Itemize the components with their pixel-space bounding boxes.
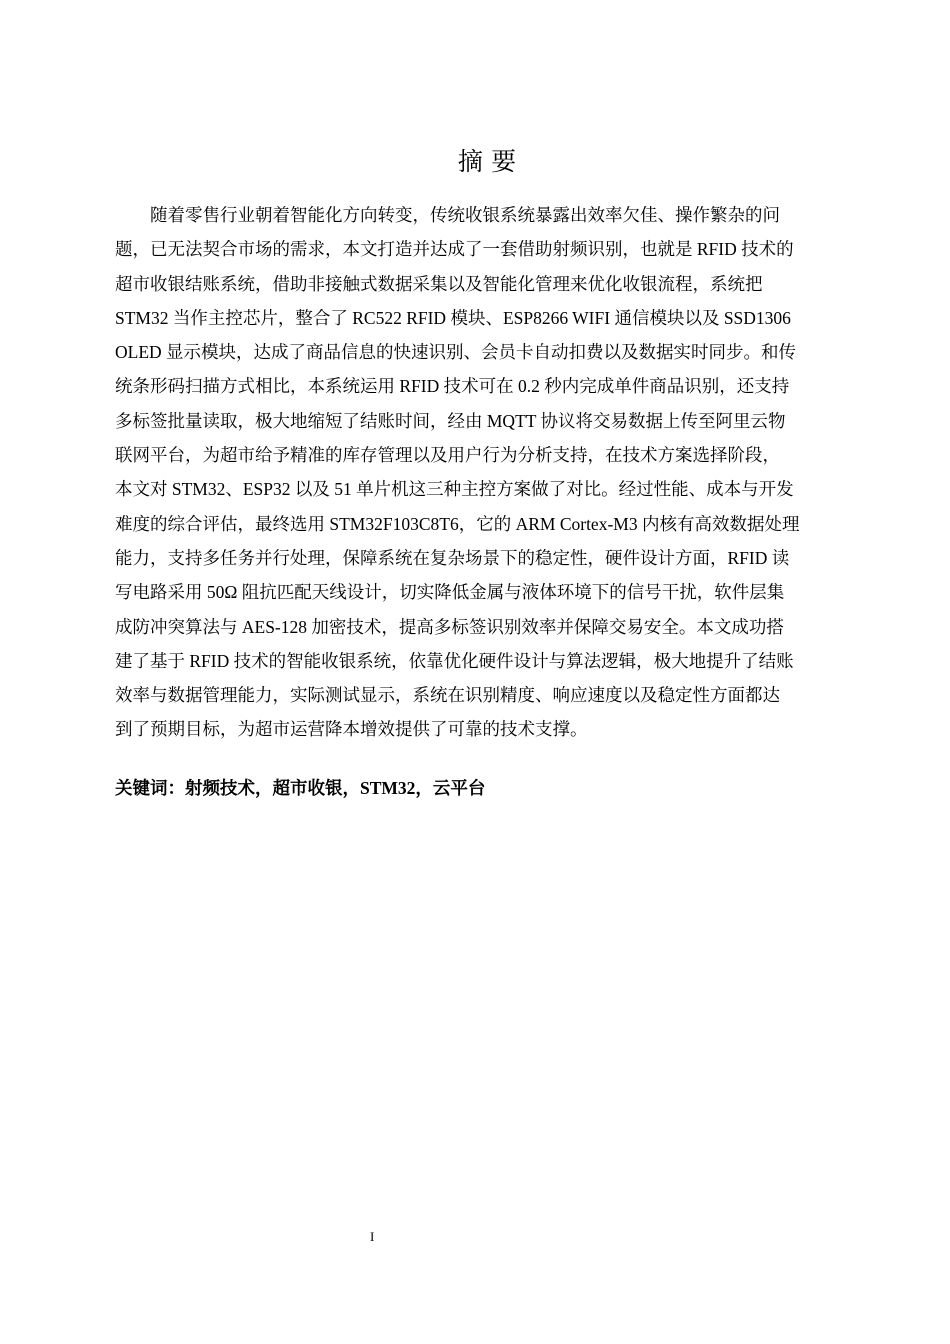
abstract-line: 超市收银结账系统，借助非接触式数据采集以及智能化管理来优化收银流程，系统把 [115, 273, 763, 294]
abstract-title: 摘 要 [457, 149, 518, 176]
abstract-line: 效率与数据管理能力，实际测试显示，系统在识别精度、响应速度以及稳定性方面都达 [115, 685, 780, 706]
abstract-line: 本文对 STM32、ESP32 以及 51 单片机这三种主控方案做了对比。经过性能、成本与开发 [115, 479, 794, 500]
page-number: I [370, 1229, 375, 1244]
abstract-line: OLED 显示模块，达成了商品信息的快速识别、会员卡自动扣费以及数据实时同步。和传 [115, 342, 797, 363]
abstract-line: 建了基于 RFID 技术的智能收银系统，依靠优化硬件设计与算法逻辑，极大地提升了结账 [115, 650, 794, 671]
abstract-line: STM32 当作主控芯片，整合了 RC522 RFID 模块、ESP8266 WIFI 通信模块以及 SSD1306 [115, 307, 791, 328]
abstract-line: 成防冲突算法与 AES-128 加密技术，提高多标签识别效率并保障交易安全。本文成功搭 [115, 616, 784, 637]
abstract-line: 多标签批量读取，极大地缩短了结账时间，经由 MQTT 协议将交易数据上传至阿里云物 [115, 410, 786, 431]
abstract-body [115, 198, 860, 747]
abstract-line: 联网平台，为超市给予精准的库存管理以及用户行为分析支持，在技术方案选择阶段， [115, 445, 780, 466]
abstract-line: 写电路采用 50Ω 阻抗匹配天线设计，切实降低金属与液体环境下的信号干扰，软件层集 [115, 582, 785, 603]
abstract-line: 题，已无法契合市场的需求，本文打造并达成了一套借助射频识别，也就是 RFID 技术的 [115, 239, 794, 260]
abstract-line: 随着零售行业朝着智能化方向转变，传统收银系统暴露出效率欠佳、操作繁杂的问 [150, 205, 780, 225]
abstract-line: 能力，支持多任务并行处理，保障系统在复杂场景下的稳定性，硬件设计方面，RFID 读 [115, 547, 790, 568]
keywords-line: 关键词：射频技术，超市收银，STM32，云平台 [115, 778, 486, 798]
abstract-line: 到了预期目标，为超市运营降本增效提供了可靠的技术支撑。 [115, 719, 588, 740]
abstract-line: 难度的综合评估，最终选用 STM32F103C8T6，它的 ARM Cortex-M3 内核有高效数据处理 [115, 513, 800, 534]
abstract-line: 统条形码扫描方式相比，本系统运用 RFID 技术可在 0.2 秒内完成单件商品识别，还支持 [115, 376, 790, 397]
